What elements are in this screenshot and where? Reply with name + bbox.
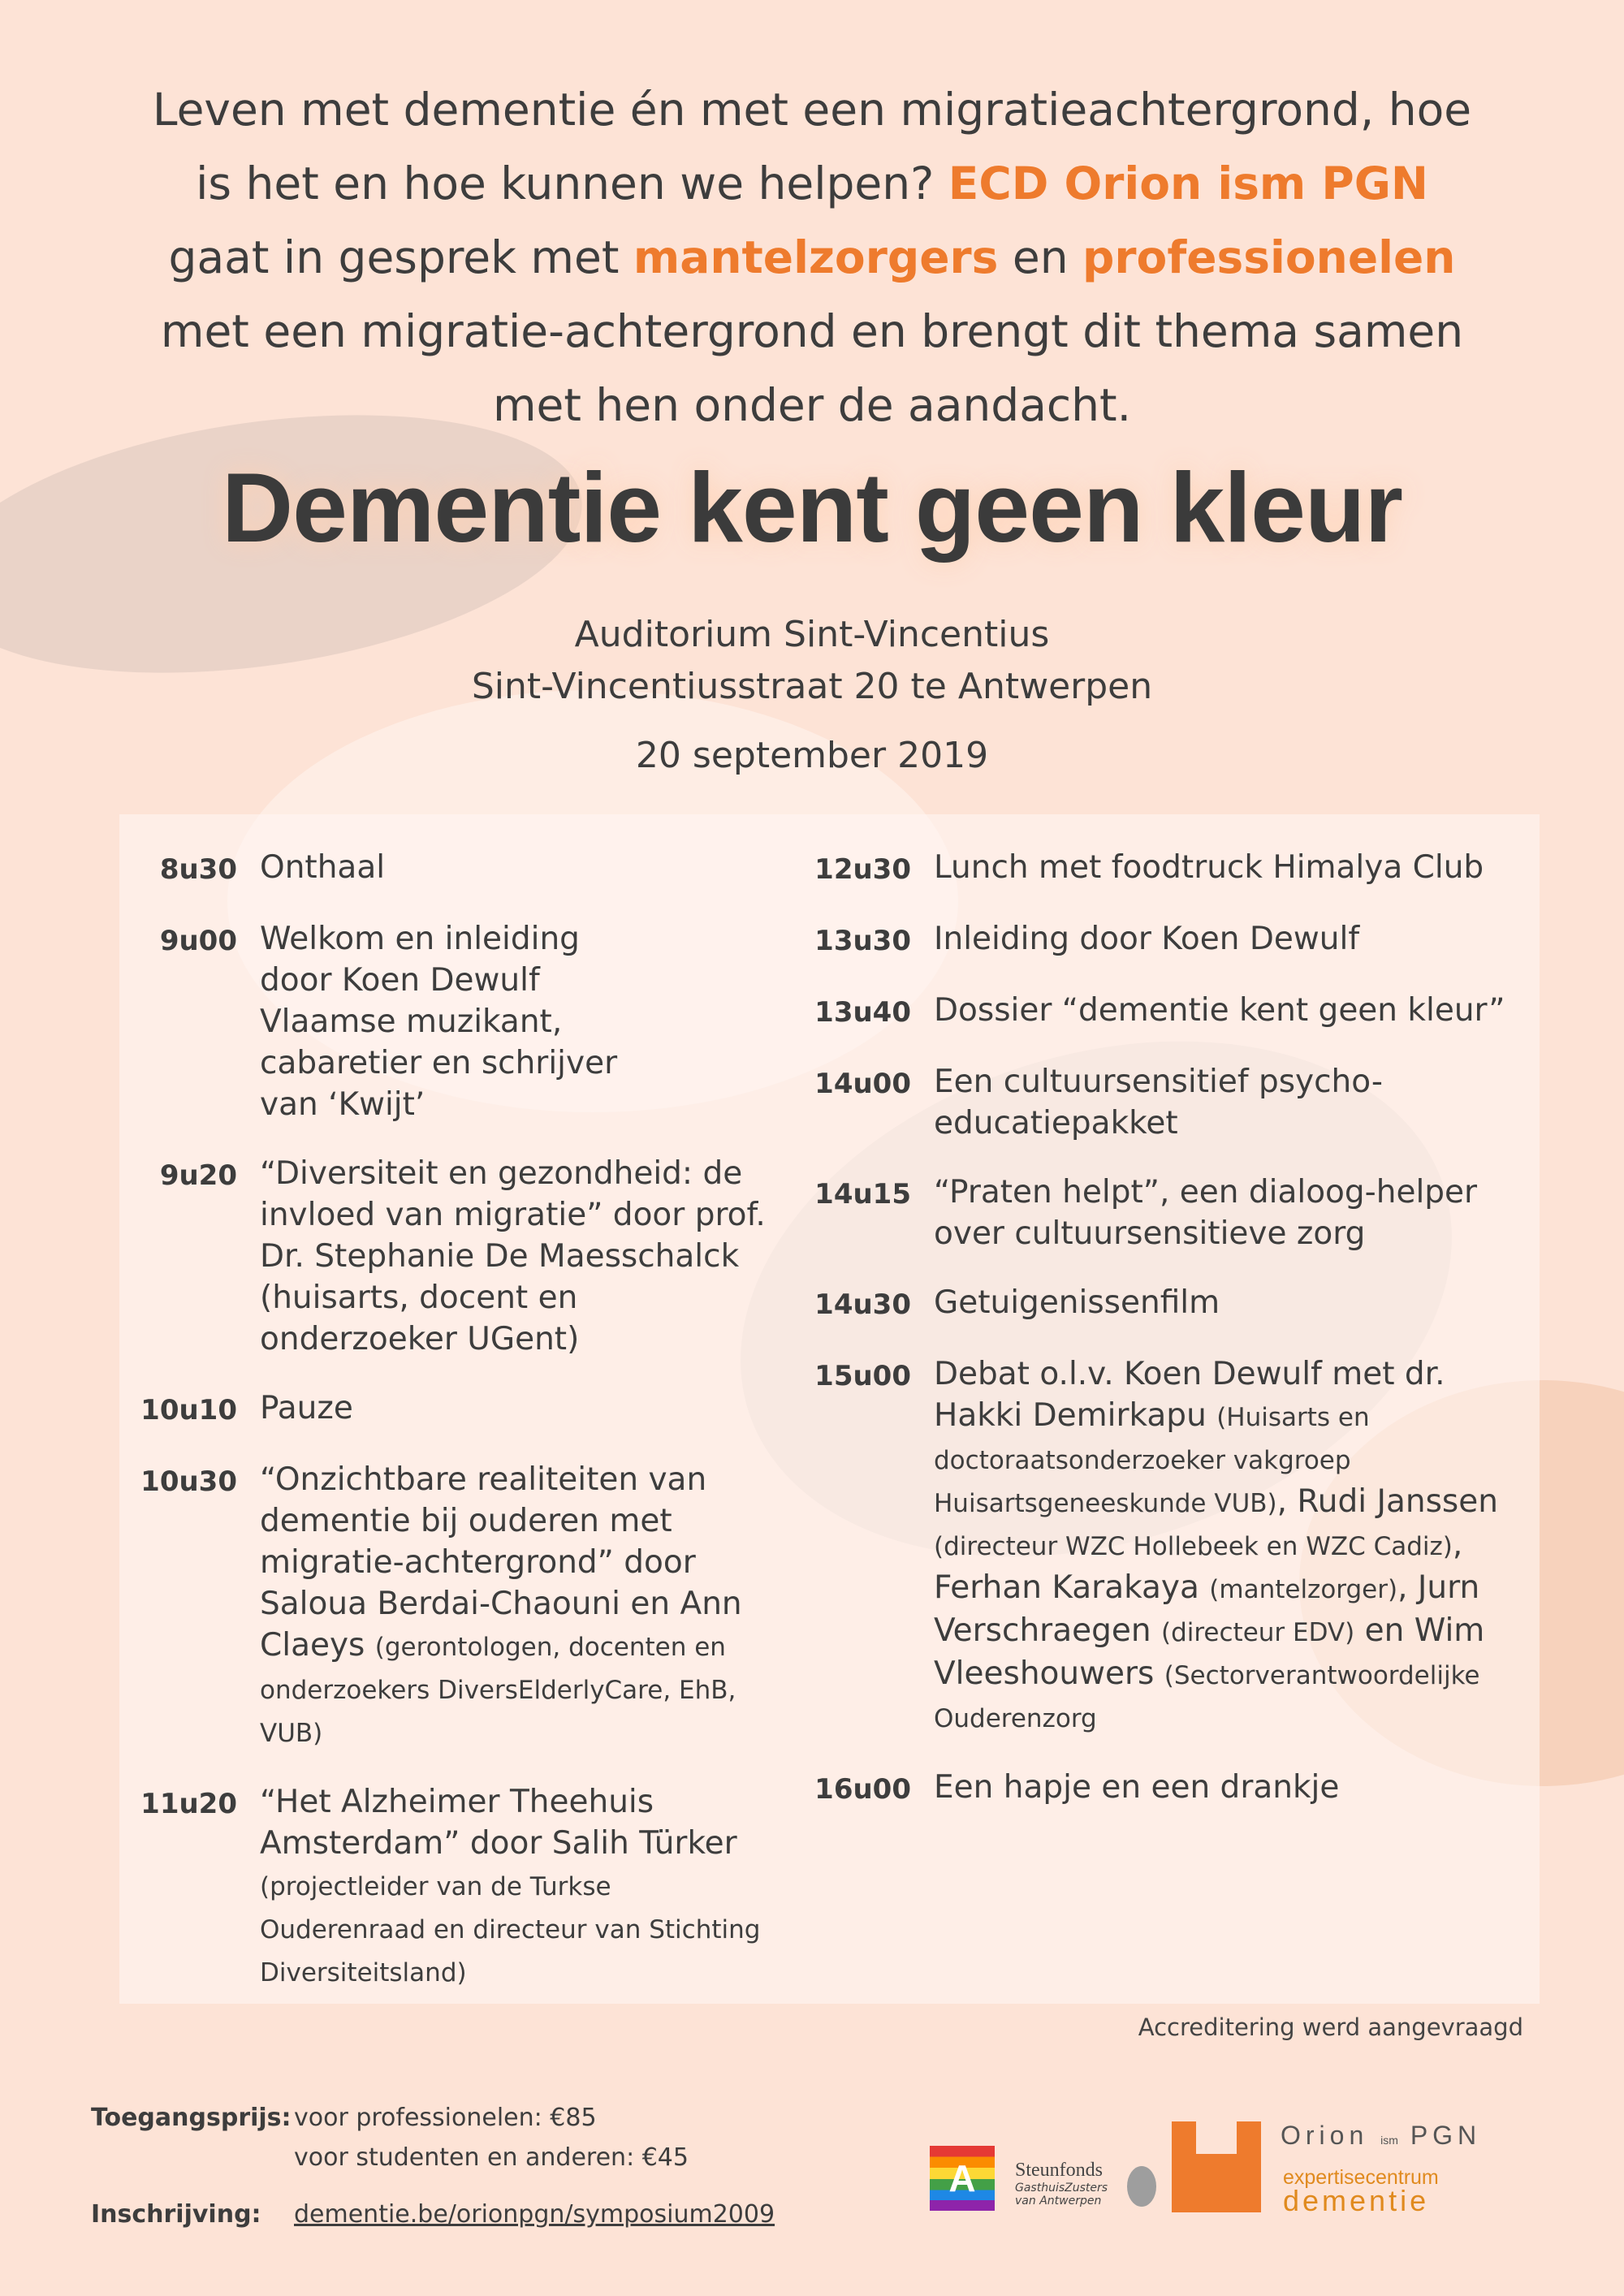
- program-row: [119, 1153, 769, 1360]
- antwerp-logo-letter: A: [948, 2157, 976, 2199]
- program-row: [793, 1282, 1540, 1326]
- event-date: 20 september 2019: [635, 735, 989, 776]
- program-item: Onthaal: [260, 849, 386, 886]
- program-item: [260, 1459, 769, 1754]
- program-item-title: “Onzichtbare realiteiten van dementie bij ouderen met migratie-achtergrond” door Saloua Berdai-Chaouni en Ann Claeys: [260, 1461, 742, 1664]
- program-time: 15u00: [814, 1360, 911, 1392]
- intro-text: gaat in gesprek met: [168, 231, 633, 283]
- program-time: 13u30: [814, 925, 911, 957]
- program-item-title: “Het Alzheimer Theehuis Amsterdam” door Salih Türker: [260, 1784, 737, 1862]
- antwerp-logo: [930, 2146, 995, 2211]
- program-item: [934, 1353, 1540, 1739]
- program-item: Een cultuursensitief psycho-educatiepakket: [934, 1064, 1383, 1142]
- program-column-afternoon: [793, 847, 1540, 1838]
- program-panel: [119, 814, 1540, 2004]
- program-item-speaker: en Wim Vleeshouwers: [934, 1612, 1485, 1692]
- orion-ism: ism: [1380, 2134, 1398, 2147]
- program-item-note: (mantelzorger): [1209, 1575, 1398, 1604]
- price-others: voor studenten en anderen: €45: [294, 2143, 689, 2172]
- program-item-note: (Huisarts en doctoraatsonderzoeker vakgroep Huisartsgeneeskunde VUB): [934, 1403, 1370, 1518]
- program-item-note: (directeur EDV): [1160, 1618, 1355, 1647]
- steunfonds-sub: GasthuisZusters: [1015, 2182, 1108, 2195]
- program-item: “Praten helpt”, een dialoog-helper over cultuursensitieve zorg: [934, 1174, 1478, 1252]
- program-item: Inleiding door Koen Dewulf: [934, 921, 1360, 957]
- program-row: [793, 1061, 1540, 1144]
- program-item: Getuigenissenfilm: [934, 1284, 1220, 1321]
- program-item: Lunch met foodtruck Himalya Club: [934, 849, 1484, 886]
- program-time: 14u15: [814, 1178, 911, 1211]
- intro-text: Leven met dementie én met een migratieachtergrond, hoe is het en hoe kunnen we helpen?: [152, 84, 1472, 209]
- intro-highlight-caregivers: mantelzorgers: [633, 231, 999, 283]
- program-row: [119, 1459, 769, 1754]
- registration-link[interactable]: dementie.be/orionpgn/symposium2009: [294, 2200, 775, 2229]
- orion-subtitle: dementie: [1283, 2184, 1430, 2217]
- program-item-speaker: , Ferhan Karakaya: [934, 1526, 1463, 1606]
- intro-highlight-organisation: ECD Orion ism PGN: [948, 158, 1428, 209]
- program-row: [793, 990, 1540, 1034]
- program-item-speaker: , Rudi Janssen: [1276, 1483, 1498, 1520]
- program-time: 14u00: [814, 1068, 911, 1100]
- program-item: Een hapje en een drankje: [934, 1769, 1340, 1806]
- intro-text: en: [998, 231, 1083, 283]
- program-row: [793, 847, 1540, 891]
- intro-highlight-professionals: professionelen: [1082, 231, 1456, 283]
- orion-logo-mark-icon: [1172, 2121, 1261, 2212]
- program-time: 9u00: [159, 925, 237, 957]
- program-item: [260, 1781, 769, 1993]
- orion-name: Orion: [1281, 2121, 1369, 2150]
- program-item-speaker: , Jurn Verschraegen: [934, 1569, 1480, 1649]
- program-time: 13u40: [814, 996, 911, 1029]
- program-time: 14u30: [814, 1288, 911, 1321]
- program-row: [119, 847, 769, 891]
- steunfonds-name: Steunfonds: [1015, 2160, 1103, 2181]
- event-title: Dementie kent geen kleur: [221, 452, 1403, 563]
- program-row: [793, 1353, 1540, 1739]
- orion-logo-text: [1281, 2121, 1481, 2151]
- program-item: “Diversiteit en gezondheid: de invloed van migratie” door prof. Dr. Stephanie De Maesschalck (huisarts, docent en onderzoeker UGent): [260, 1155, 766, 1357]
- program-item-note: (gerontologen, docenten en onderzoekers DiversElderlyCare, EhB, VUB): [260, 1633, 736, 1748]
- price-label: Toegangsprijs:: [91, 2104, 292, 2132]
- program-item: Pauze: [260, 1390, 353, 1426]
- program-item: Welkom en inleiding door Koen Dewulf Vlaamse muzikant, cabaretier en schrijver van ‘Kwijt’: [260, 921, 618, 1123]
- program-item: Dossier “dementie kent geen kleur”: [934, 992, 1505, 1029]
- program-time: 12u30: [814, 853, 911, 886]
- price-professionals: voor professionelen: €85: [294, 2104, 597, 2132]
- registration-label: Inschrijving:: [91, 2200, 261, 2229]
- orion-pgn: PGN: [1410, 2121, 1482, 2150]
- venue-address: Sint-Vincentiusstraat 20 te Antwerpen: [471, 666, 1153, 707]
- orion-subtitle: expertisecentrum: [1283, 2166, 1439, 2189]
- program-row: [119, 1388, 769, 1431]
- program-time: 10u10: [140, 1394, 237, 1426]
- program-column-morning: [119, 847, 769, 2021]
- program-item-title: Debat o.l.v. Koen Dewulf met dr. Hakki Demirkapu: [934, 1356, 1445, 1434]
- program-time: 11u20: [140, 1788, 237, 1820]
- program-item-note: (projectleider van de Turkse Ouderenraad en directeur van Stichting Diversiteitsland): [260, 1872, 761, 1987]
- program-time: 8u30: [159, 853, 237, 886]
- program-row: [793, 918, 1540, 962]
- intro-text: met een migratie-achtergrond en brengt dit thema samen met hen onder de aandacht.: [160, 305, 1464, 431]
- program-row: [119, 918, 769, 1125]
- program-item-note: (Sectorverantwoordelijke Ouderenzorg: [934, 1661, 1480, 1733]
- program-time: 10u30: [140, 1465, 237, 1498]
- program-row: [793, 1172, 1540, 1254]
- venue: [0, 609, 1624, 713]
- program-time: 16u00: [814, 1773, 911, 1806]
- program-row: [793, 1767, 1540, 1810]
- accreditation-note: Accreditering werd aangevraagd: [1138, 2013, 1523, 2041]
- venue-name: Auditorium Sint-Vincentius: [574, 614, 1050, 655]
- program-time: 9u20: [159, 1159, 237, 1192]
- intro-paragraph: [146, 73, 1478, 442]
- steunfonds-sub: van Antwerpen: [1015, 2195, 1102, 2208]
- steunfonds-emblem-icon: [1127, 2166, 1156, 2207]
- program-item-note: (directeur WZC Hollebeek en WZC Cadiz): [934, 1532, 1453, 1561]
- program-row: [119, 1781, 769, 1993]
